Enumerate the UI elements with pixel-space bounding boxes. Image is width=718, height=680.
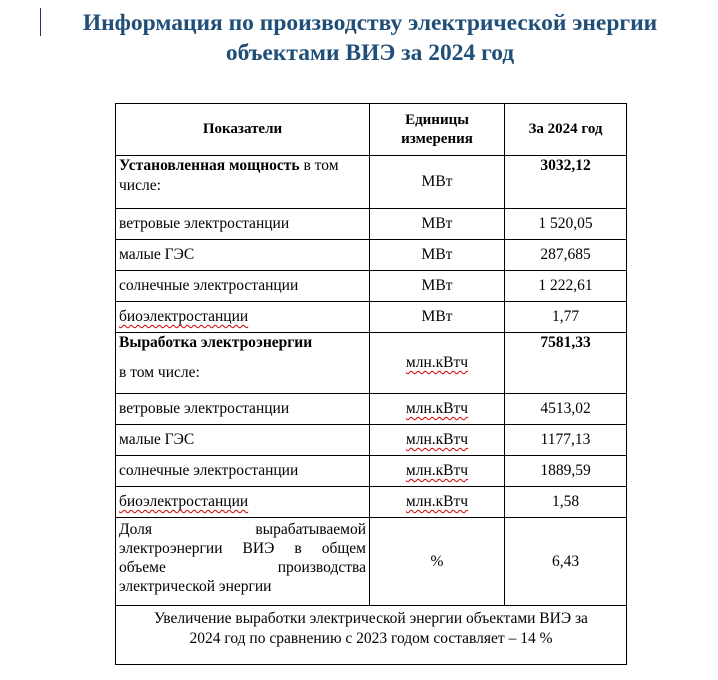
row-value: 287,685 — [505, 240, 627, 271]
table-row — [116, 209, 627, 240]
title-line-1: Информация по производству электрической энергии — [82, 10, 658, 36]
table-row — [116, 394, 627, 425]
row-value: 1177,13 — [505, 425, 627, 456]
table-row — [116, 240, 627, 271]
header-unit-line-1: Единицы — [405, 111, 469, 128]
capacity-label-bold: Установленная мощность — [119, 157, 300, 174]
row-value: 1,58 — [505, 487, 627, 518]
title-line-2: объектами ВИЭ за 2024 год — [225, 40, 515, 66]
share-label — [116, 518, 370, 606]
row-label: солнечные электростанции — [116, 271, 370, 302]
row-unit: МВт — [370, 240, 505, 271]
share-label-line-2: электроэнергии ВИЭ в общем — [119, 540, 366, 557]
row-value: 1889,59 — [505, 456, 627, 487]
generation-unit-text: млн.кВтч — [405, 354, 469, 371]
table-row — [116, 302, 627, 333]
footer-note — [116, 606, 627, 665]
table-row — [116, 456, 627, 487]
row-value: 1 520,05 — [505, 209, 627, 240]
share-unit: % — [370, 518, 505, 606]
row-label: ветровые электростанции — [116, 394, 370, 425]
row-unit: МВт — [370, 271, 505, 302]
row-label: малые ГЭС — [116, 425, 370, 456]
generation-label-rest: в том числе: — [119, 364, 200, 381]
row-unit — [370, 456, 505, 487]
row-unit-text: млн.кВтч — [405, 431, 469, 448]
energy-table — [115, 103, 627, 665]
row-unit: МВт — [370, 209, 505, 240]
table-row-capacity-total — [116, 156, 627, 209]
header-indicator: Показатели — [116, 104, 370, 156]
share-label-line-4: электрической энергии — [119, 578, 272, 595]
row-value: 4513,02 — [505, 394, 627, 425]
row-unit-text: млн.кВтч — [405, 462, 469, 479]
share-value: 6,43 — [505, 518, 627, 606]
table-row-share — [116, 518, 627, 606]
capacity-unit: МВт — [370, 156, 505, 209]
footer-line-1: Увеличение выработки электрической энергии объектами ВИЭ за — [154, 610, 588, 627]
row-unit-text: млн.кВтч — [405, 400, 469, 417]
generation-label — [116, 333, 370, 394]
row-value: 1,77 — [505, 302, 627, 333]
row-label: ветровые электростанции — [116, 209, 370, 240]
row-label: солнечные электростанции — [116, 456, 370, 487]
header-unit — [370, 104, 505, 156]
row-unit-text: млн.кВтч — [405, 493, 469, 510]
share-label-line-3: объеме производства — [119, 559, 366, 576]
table-row — [116, 271, 627, 302]
generation-unit — [370, 333, 505, 394]
row-unit — [370, 425, 505, 456]
row-label: малые ГЭС — [116, 240, 370, 271]
row-label — [116, 302, 370, 333]
row-unit: МВт — [370, 302, 505, 333]
capacity-label-rest: в том числе: — [119, 157, 339, 194]
capacity-label — [116, 156, 370, 209]
table-row — [116, 425, 627, 456]
generation-label-bold: Выработка электроэнергии — [119, 334, 313, 351]
table-header-row — [116, 104, 627, 156]
share-label-line-1: Доля вырабатываемой — [119, 521, 366, 538]
generation-value: 7581,33 — [505, 333, 627, 394]
row-unit — [370, 394, 505, 425]
table-footer-row — [116, 606, 627, 665]
row-label-text: биоэлектростанции — [119, 493, 249, 510]
capacity-value: 3032,12 — [505, 156, 627, 209]
header-year: За 2024 год — [505, 104, 627, 156]
row-value: 1 222,61 — [505, 271, 627, 302]
table-row-generation-total — [116, 333, 627, 394]
table-row — [116, 487, 627, 518]
page-title — [30, 8, 710, 68]
row-unit — [370, 487, 505, 518]
row-label-text: биоэлектростанции — [119, 308, 249, 325]
footer-line-2: 2024 год по сравнению с 2023 годом составляет – 14 % — [189, 630, 553, 647]
header-unit-line-2: измерения — [401, 130, 473, 147]
row-label — [116, 487, 370, 518]
